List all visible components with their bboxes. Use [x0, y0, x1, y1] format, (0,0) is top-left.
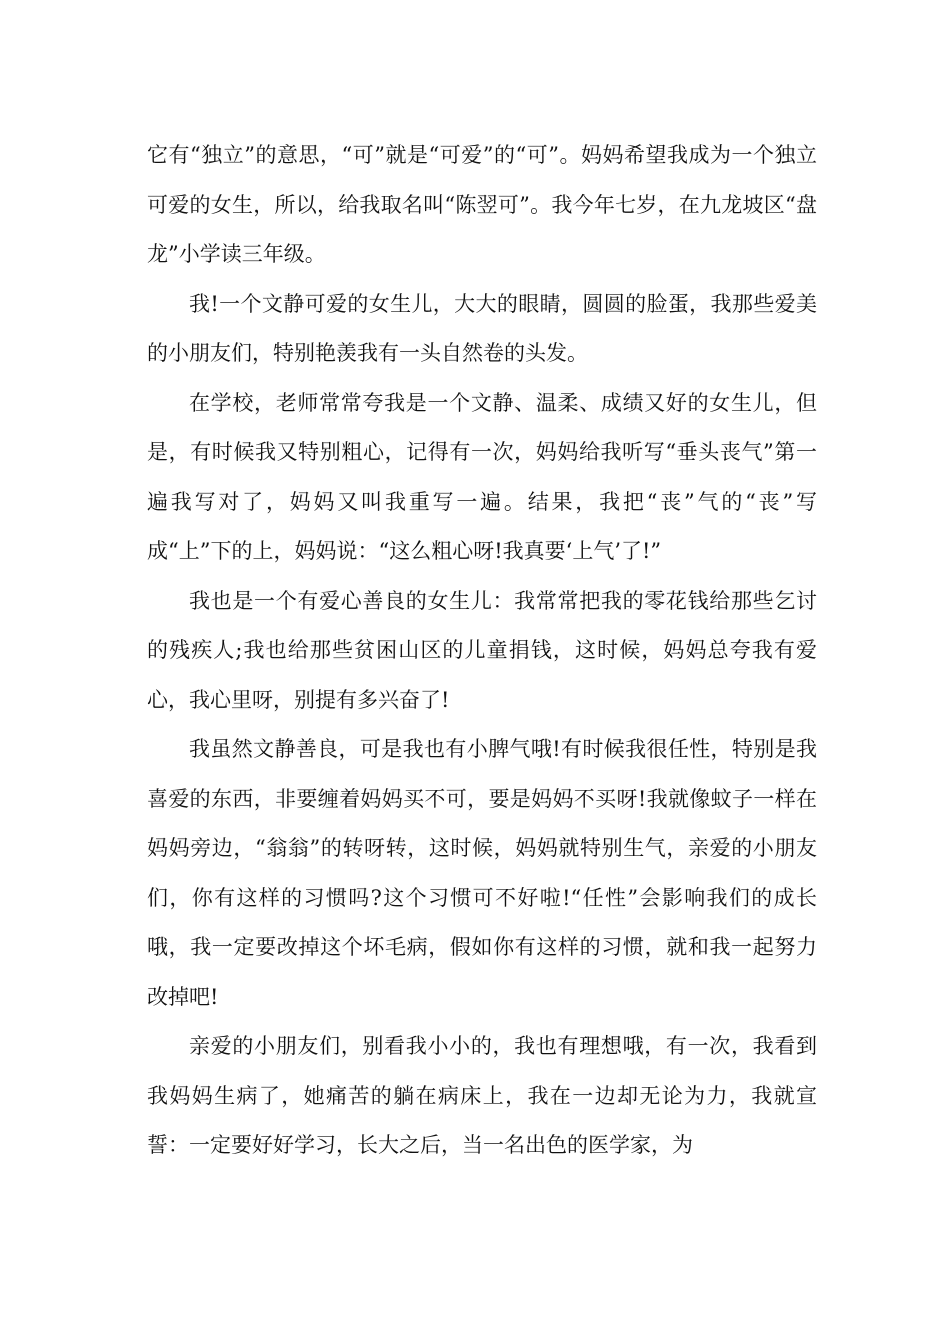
paragraph-6: 亲爱的小朋友们，别看我小小的，我也有理想哦，有一次，我看到我妈妈生病了，她痛苦的躺在病床上，我在一边却无论为力，我就宣誓：一定要好好学习，长大之后，当一名出色的医学家，为 [147, 1034, 817, 1157]
paragraph-4: 我也是一个有爱心善良的女生儿：我常常把我的零花钱给那些乞讨的残疾人;我也给那些贫困山区的儿童捐钱，这时候，妈妈总夸我有爱心，我心里呀，别提有多兴奋了! [147, 588, 817, 712]
paragraph-5: 我虽然文静善良，可是我也有小脾气哦!有时候我很任性，特别是我喜爱的东西，非要缠着妈妈买不可，要是妈妈不买呀!我就像蚊子一样在妈妈旁边，“翁翁”的转呀转，这时候，妈妈就特别生气，亲爱的小朋友们，你有这样的习惯吗?这个习惯可不好啦!“任性”会影响我们的成长哦，我一定要改掉这个坏毛病，假如你有这样的习惯，就和我一起努力改掉吧! [147, 737, 817, 1009]
paragraph-3: 在学校，老师常常夸我是一个文静、温柔、成绩又好的女生儿，但是，有时候我又特别粗心，记得有一次，妈妈给我听写“垂头丧气”第一遍我写对了，妈妈又叫我重写一遍。结果，我把“丧”气的“丧”写成“上”下的上，妈妈说：“这么粗心呀!我真要‘上气’了!” [147, 390, 817, 563]
paragraph-2: 我!一个文静可爱的女生儿，大大的眼睛，圆圆的脸蛋，我那些爱美的小朋友们，特别艳羡我有一头自然卷的头发。 [147, 291, 817, 365]
document-body [147, 131, 817, 1171]
paragraph-1: 它有“独立”的意思，“可”就是“可爱”的“可”。妈妈希望我成为一个独立可爱的女生，所以，给我取名叫“陈翌可”。我今年七岁，在九龙坡区“盘龙”小学读三年级。 [147, 143, 817, 266]
